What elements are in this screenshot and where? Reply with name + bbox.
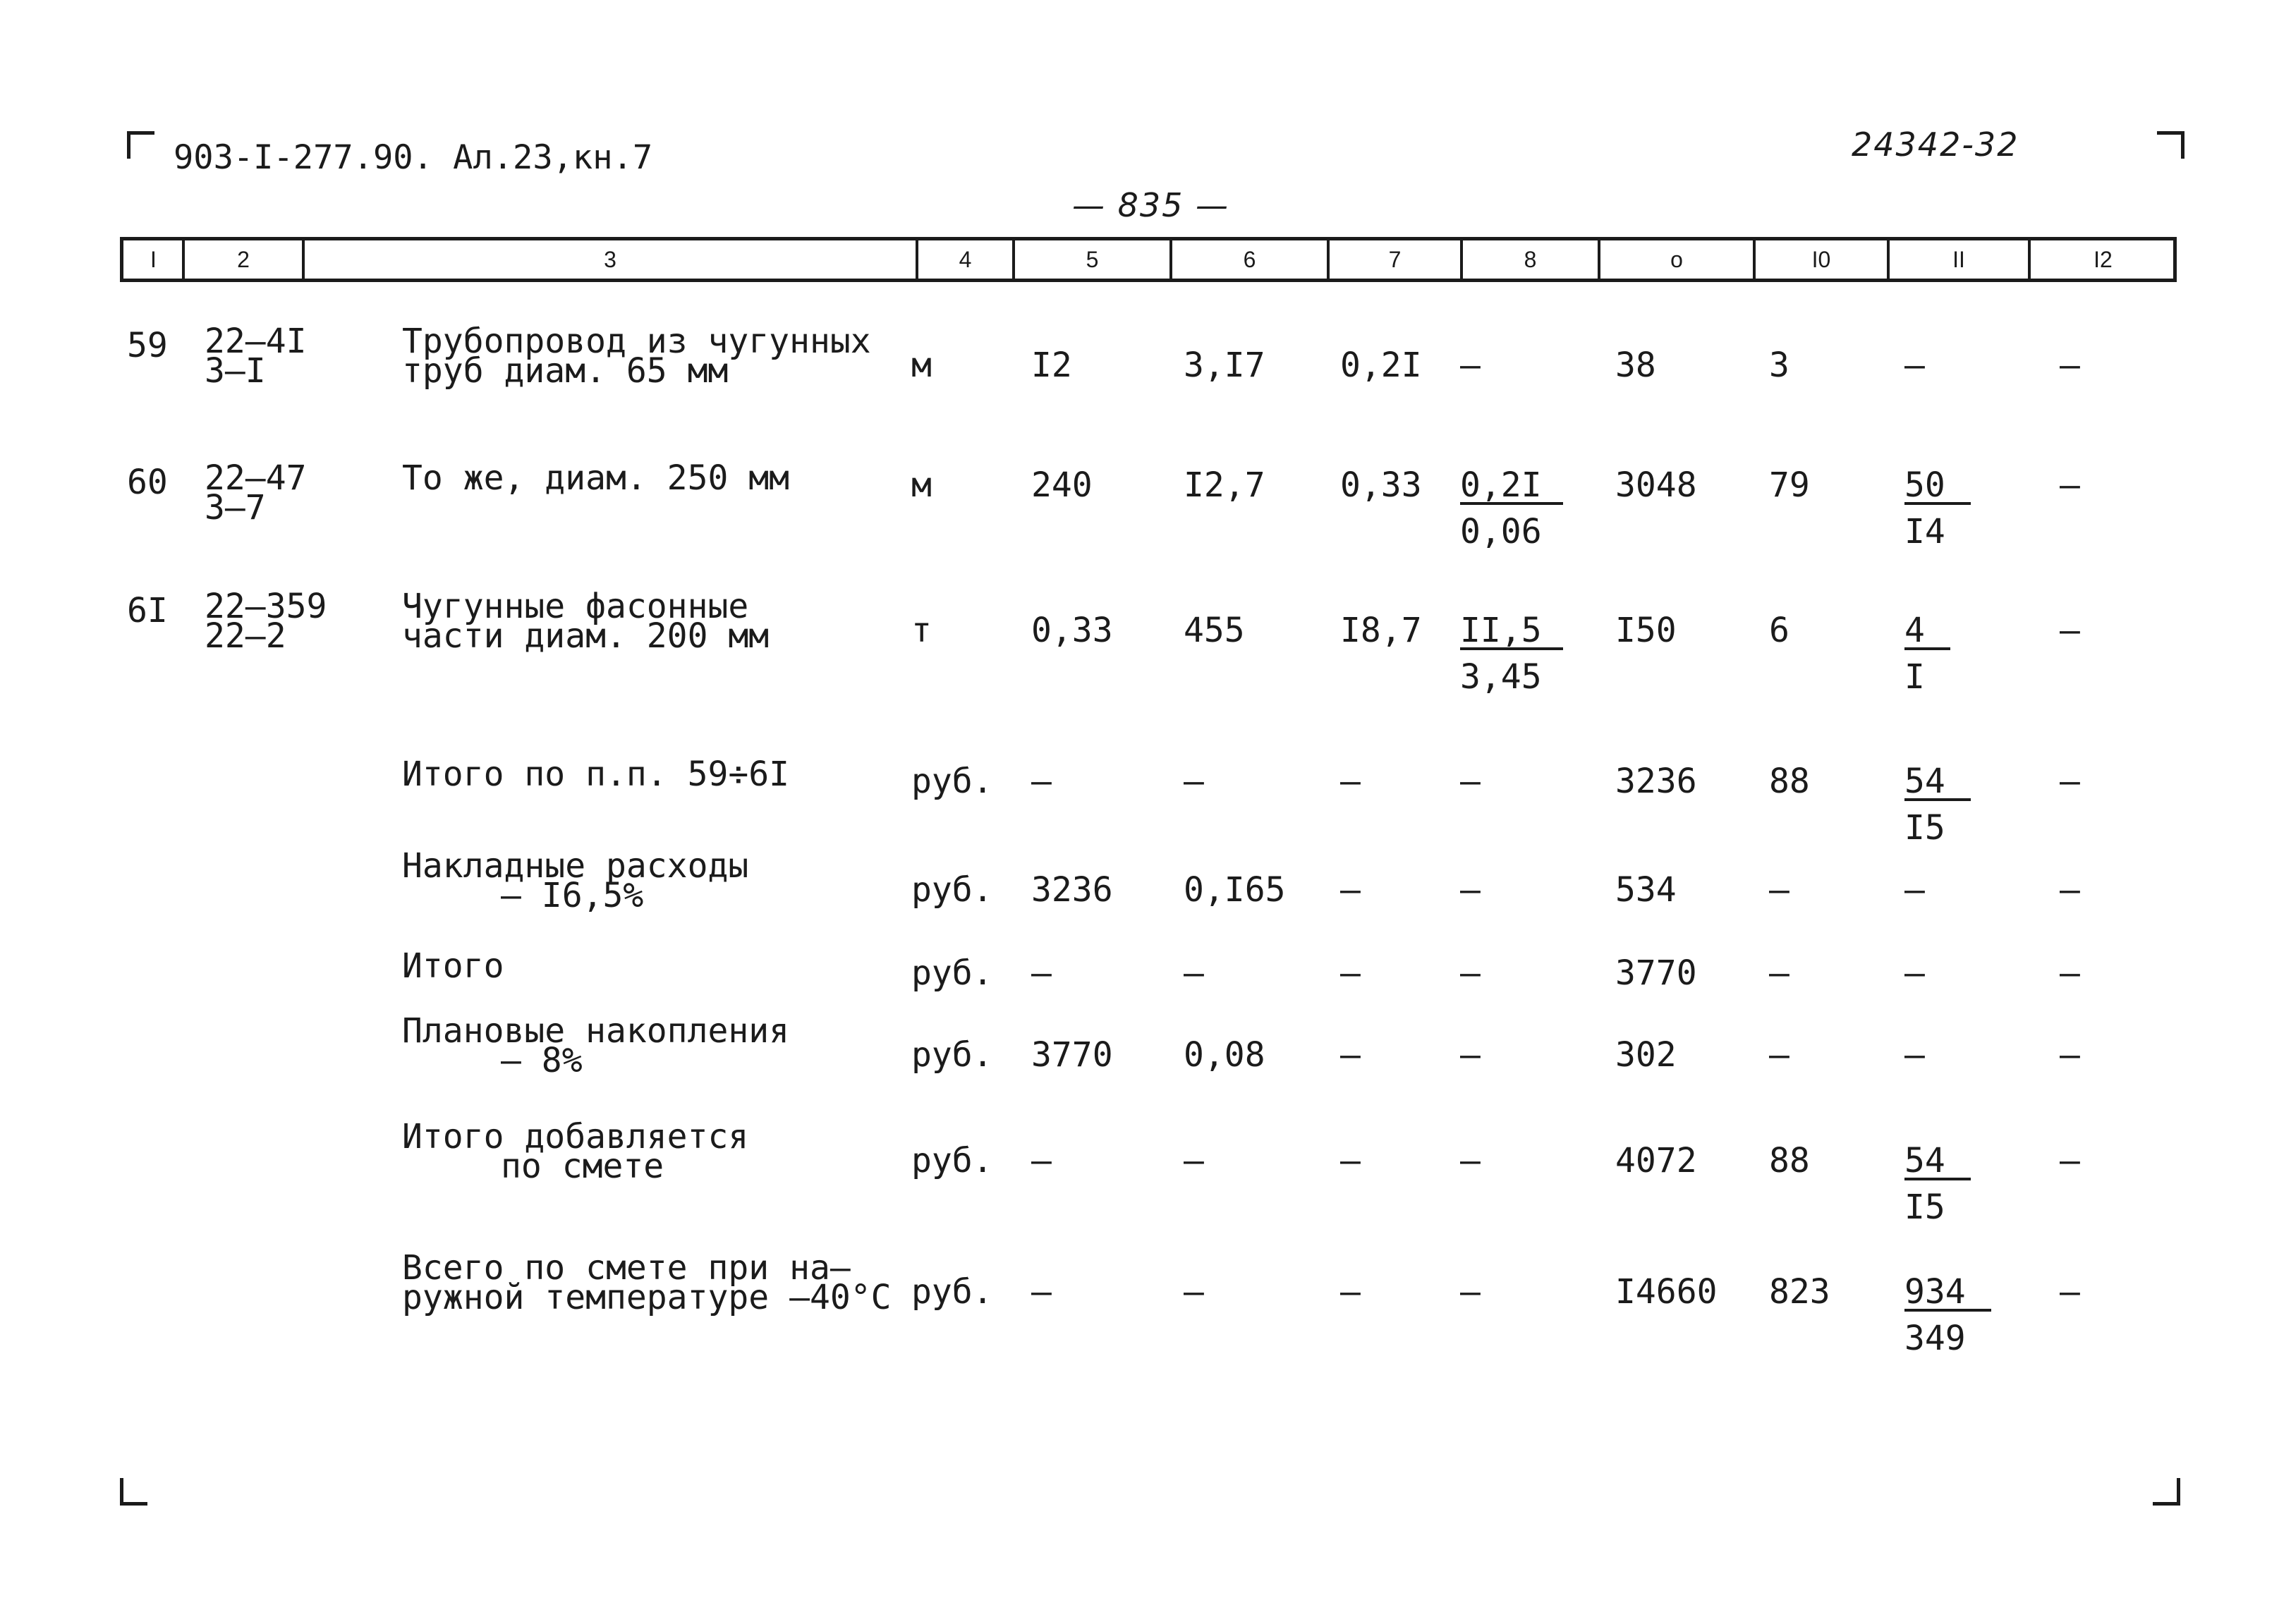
- col-8-value: –: [1460, 1272, 1481, 1312]
- item-name-line2: ружной температуре –40°С: [402, 1278, 892, 1317]
- item-name-line2: части диам. 200 мм: [402, 616, 770, 656]
- col-6-value: I2,7: [1184, 465, 1265, 505]
- item-name: Итого добавляется: [402, 1117, 749, 1156]
- item-name-line2: по смете: [501, 1147, 664, 1186]
- corner-mark-top-left: [127, 131, 154, 159]
- col-12-value: –: [2060, 1272, 2080, 1312]
- col-7-value: –: [1340, 1141, 1361, 1180]
- col-12-value: –: [2060, 611, 2080, 650]
- col-6-value: –: [1184, 762, 1204, 801]
- col-11-value: –: [1904, 346, 1925, 385]
- unit: руб.: [911, 762, 993, 801]
- unit: руб.: [911, 953, 993, 993]
- unit: руб.: [911, 870, 993, 910]
- unit: руб.: [911, 1035, 993, 1075]
- col-11-value: –: [1904, 870, 1925, 910]
- col-11-value: 934: [1904, 1275, 1991, 1312]
- col-7-value: –: [1340, 1035, 1361, 1075]
- col-7-value: 0,2I: [1340, 346, 1422, 385]
- col-5-value: –: [1031, 1272, 1052, 1312]
- column-header-6: 6: [1243, 246, 1256, 272]
- col-12-value: –: [2060, 346, 2080, 385]
- col-10-value: 88: [1769, 762, 1810, 801]
- column-divider: [302, 239, 305, 280]
- col-8-value: –: [1460, 1141, 1481, 1180]
- col-9-value: 38: [1615, 346, 1656, 385]
- col-6-value: 0,I65: [1184, 870, 1286, 910]
- col-11-value: 54: [1904, 1144, 1971, 1180]
- col-11-value-bottom: I4: [1904, 512, 1945, 551]
- unit: м: [911, 346, 932, 385]
- col-6-value: 0,08: [1184, 1035, 1265, 1075]
- col-11-value-bottom: I: [1904, 657, 1925, 697]
- column-divider: [1753, 239, 1756, 280]
- norm-code-sub: 3–I: [205, 351, 266, 391]
- column-divider: [2028, 239, 2031, 280]
- col-5-value: I2: [1031, 346, 1072, 385]
- col-9-value: 4072: [1615, 1141, 1697, 1180]
- column-divider: [1460, 239, 1463, 280]
- col-8-value: –: [1460, 870, 1481, 910]
- col-8-value: 0,2I: [1460, 468, 1563, 505]
- col-5-value: 3770: [1031, 1035, 1113, 1075]
- norm-code: 22–47: [205, 458, 307, 498]
- col-7-value: –: [1340, 870, 1361, 910]
- column-header-9: о: [1670, 246, 1683, 272]
- col-9-value: 302: [1615, 1035, 1677, 1075]
- column-header-4: 4: [959, 246, 972, 272]
- row-number: 60: [127, 463, 168, 502]
- col-9-value: I4660: [1615, 1272, 1718, 1312]
- col-8-value: –: [1460, 1035, 1481, 1075]
- column-header-row: [120, 237, 2177, 282]
- col-11-value-bottom: I5: [1904, 808, 1945, 848]
- unit: руб.: [911, 1141, 993, 1180]
- col-10-value: –: [1769, 870, 1789, 910]
- col-5-value: –: [1031, 953, 1052, 993]
- col-10-value: 79: [1769, 465, 1810, 505]
- unit: руб.: [911, 1272, 993, 1312]
- col-7-value: 0,33: [1340, 465, 1422, 505]
- page-number: — 835 —: [1072, 186, 1230, 224]
- item-name: Накладные расходы: [402, 846, 749, 886]
- norm-code: 22–359: [205, 587, 327, 626]
- col-6-value: 455: [1184, 611, 1245, 650]
- col-10-value: 6: [1769, 611, 1789, 650]
- norm-code-sub: 22–2: [205, 616, 286, 656]
- corner-mark-bottom-left: [120, 1478, 147, 1506]
- col-7-value: –: [1340, 762, 1361, 801]
- col-12-value: –: [2060, 870, 2080, 910]
- col-11-value: 50: [1904, 468, 1971, 505]
- col-7-value: –: [1340, 1272, 1361, 1312]
- item-name: Плановые накопления: [402, 1011, 790, 1051]
- column-divider: [1012, 239, 1015, 280]
- col-9-value: 3770: [1615, 953, 1697, 993]
- col-12-value: –: [2060, 762, 2080, 801]
- col-10-value: –: [1769, 1035, 1789, 1075]
- col-5-value: 3236: [1031, 870, 1113, 910]
- column-divider: [1598, 239, 1600, 280]
- column-header-1: I: [150, 246, 157, 272]
- col-6-value: 3,I7: [1184, 346, 1265, 385]
- col-11-value: 54: [1904, 764, 1971, 801]
- col-5-value: –: [1031, 1141, 1052, 1180]
- norm-code: 22–4I: [205, 322, 307, 361]
- col-9-value: 534: [1615, 870, 1677, 910]
- document-code: 903-I-277.90. Ал.23,кн.7: [174, 138, 653, 177]
- item-name-line2: – I6,5%: [501, 876, 644, 915]
- unit: т: [911, 611, 932, 650]
- col-12-value: –: [2060, 465, 2080, 505]
- column-header-2: 2: [237, 246, 250, 272]
- row-number: 6I: [127, 591, 168, 630]
- column-divider: [1169, 239, 1172, 280]
- col-8-value: –: [1460, 953, 1481, 993]
- column-header-10: I0: [1811, 246, 1831, 272]
- item-name: Итого по п.п. 59÷6I: [402, 755, 790, 794]
- col-12-value: –: [2060, 953, 2080, 993]
- col-12-value: –: [2060, 1035, 2080, 1075]
- col-6-value: –: [1184, 1272, 1204, 1312]
- column-header-11: II: [1952, 246, 1965, 272]
- col-12-value: –: [2060, 1141, 2080, 1180]
- column-header-8: 8: [1524, 246, 1537, 272]
- col-10-value: 823: [1769, 1272, 1830, 1312]
- col-5-value: 240: [1031, 465, 1093, 505]
- column-divider: [1327, 239, 1330, 280]
- col-11-value: 4: [1904, 613, 1950, 650]
- col-8-value-bottom: 0,06: [1460, 512, 1542, 551]
- document-number: 24342-32: [1852, 126, 2019, 164]
- item-name: То же, диам. 250 мм: [402, 458, 790, 498]
- col-6-value: –: [1184, 1141, 1204, 1180]
- col-11-value: –: [1904, 953, 1925, 993]
- col-11-value: –: [1904, 1035, 1925, 1075]
- item-name-line2: – 8%: [501, 1041, 583, 1080]
- col-6-value: –: [1184, 953, 1204, 993]
- item-name-line2: труб диам. 65 мм: [402, 351, 729, 391]
- col-9-value: 3048: [1615, 465, 1697, 505]
- col-10-value: 88: [1769, 1141, 1810, 1180]
- item-name: Всего по смете при на–: [402, 1248, 851, 1288]
- col-8-value: –: [1460, 762, 1481, 801]
- col-10-value: 3: [1769, 346, 1789, 385]
- column-header-12: I2: [2094, 246, 2113, 272]
- column-divider: [182, 239, 185, 280]
- column-header-5: 5: [1086, 246, 1099, 272]
- norm-code-sub: 3–7: [205, 488, 266, 527]
- unit: м: [911, 465, 932, 505]
- col-9-value: I50: [1615, 611, 1677, 650]
- col-7-value: –: [1340, 953, 1361, 993]
- col-10-value: –: [1769, 953, 1789, 993]
- col-5-value: 0,33: [1031, 611, 1113, 650]
- item-name: Итого: [402, 946, 504, 986]
- column-header-3: 3: [604, 246, 616, 272]
- col-8-value: –: [1460, 346, 1481, 385]
- column-divider: [1887, 239, 1890, 280]
- corner-mark-bottom-right: [2153, 1478, 2180, 1506]
- col-8-value: II,5: [1460, 613, 1563, 650]
- col-11-value-bottom: I5: [1904, 1188, 1945, 1227]
- item-name: Трубопровод из чугунных: [402, 322, 871, 361]
- column-divider: [916, 239, 918, 280]
- col-5-value: –: [1031, 762, 1052, 801]
- column-header-7: 7: [1388, 246, 1402, 272]
- col-7-value: I8,7: [1340, 611, 1422, 650]
- item-name: Чугунные фасонные: [402, 587, 749, 626]
- corner-mark-top-right: [2157, 131, 2184, 159]
- row-number: 59: [127, 326, 168, 365]
- col-11-value-bottom: 349: [1904, 1319, 1966, 1358]
- col-9-value: 3236: [1615, 762, 1697, 801]
- col-8-value-bottom: 3,45: [1460, 657, 1542, 697]
